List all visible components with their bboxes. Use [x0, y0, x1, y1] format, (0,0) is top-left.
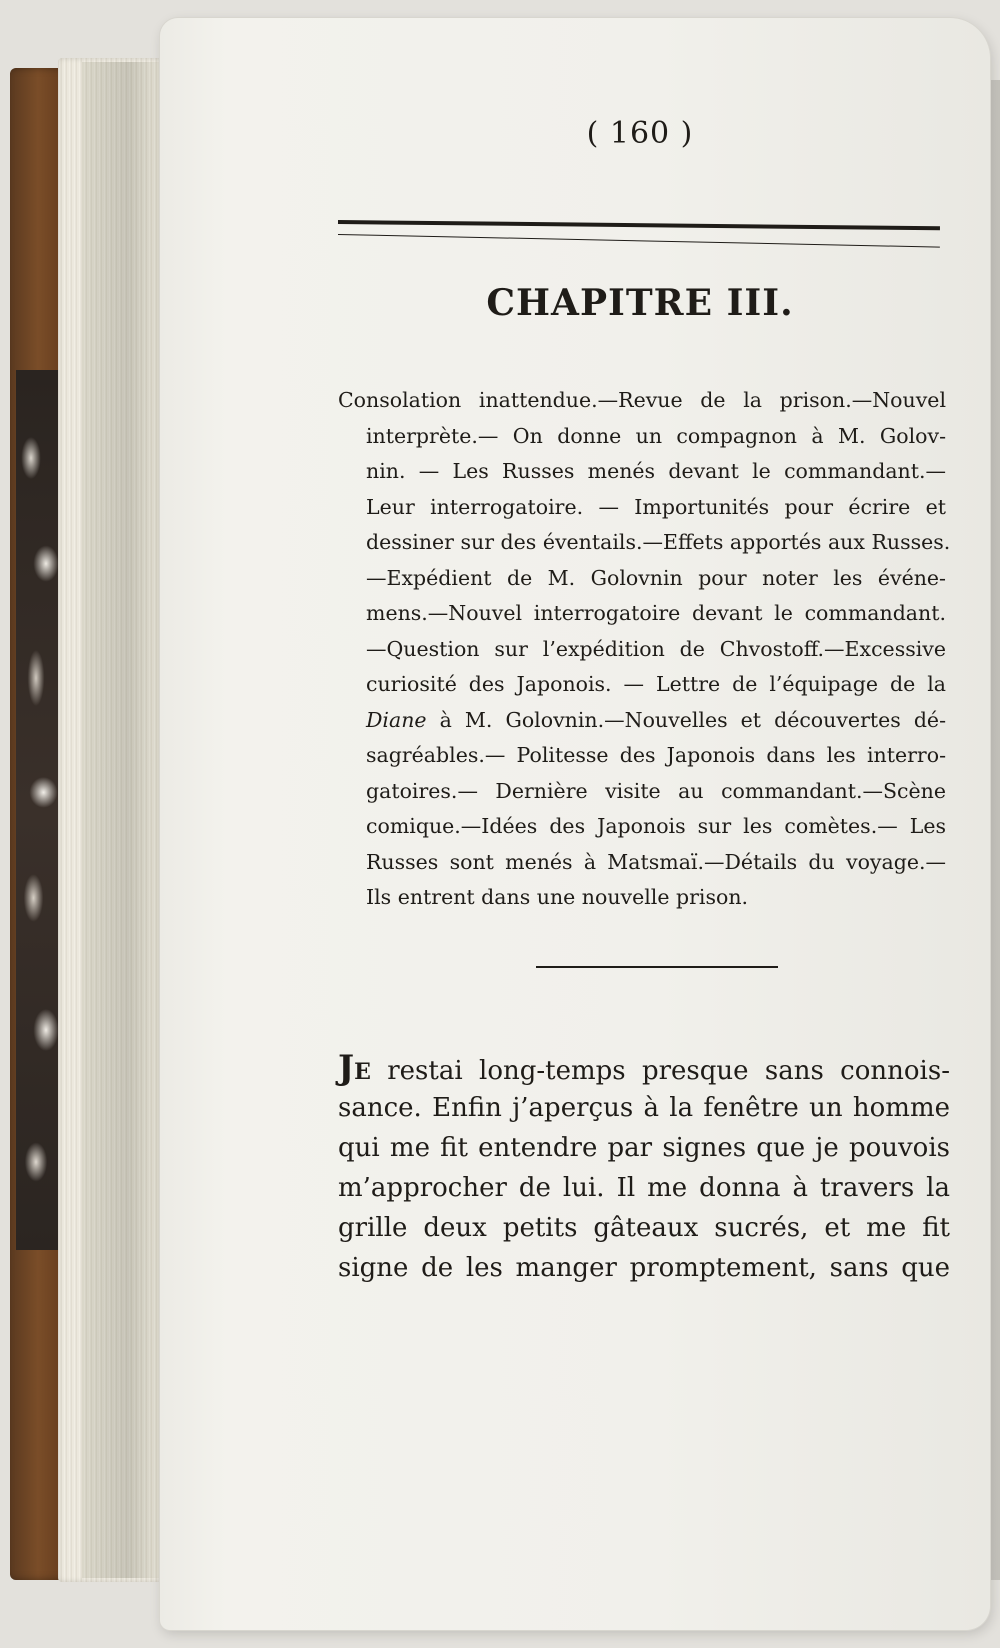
header-rule-thick: [338, 220, 940, 230]
chapter-title: CHAPITRE III.: [486, 282, 794, 324]
summary-line: sagréables.— Politesse des Japonois dans les interro-: [366, 743, 946, 767]
body-line: sance. Enfin j’aperçus à la fenêtre un homme: [338, 1093, 950, 1123]
small-cap: E: [354, 1059, 371, 1085]
summary-line: Ils entrent dans une nouvelle prison.: [366, 885, 749, 909]
body-line: qui me fit entendre par signes que je pouvois: [338, 1133, 950, 1163]
drop-cap: J: [338, 1048, 355, 1088]
body-line: [338, 1048, 950, 1088]
body-line: signe de les manger promptement, sans que: [338, 1253, 950, 1283]
summary-line: —Question sur l’expédition de Chvostoff.—Excessive: [366, 636, 946, 661]
summary-line: Consolation inattendue.—Revue de la prison.—Nouvel: [338, 388, 946, 412]
summary-line: curiosité des Japonois. — Lettre de l’équipage de la: [366, 672, 946, 696]
chapter-summary: [338, 383, 951, 916]
ship-name: Diane: [366, 707, 427, 732]
summary-line: Leur interrogatoire. — Importunités pour écrire et: [366, 494, 946, 519]
body-line-text: restai long-temps presque sans connois-: [370, 1056, 950, 1086]
summary-line: Diane à M. Golovnin.—Nouvelles et découvertes dé-: [366, 707, 946, 732]
page-number: ( 160 ): [586, 116, 694, 151]
summary-line: Russes sont menés à Matsmaï.—Détails du voyage.—: [366, 849, 946, 874]
section-divider: [536, 966, 778, 968]
summary-line: mens.—Nouvel interrogatoire devant le commandant.: [366, 601, 946, 625]
summary-line: gatoires.— Dernière visite au commandant.—Scène: [366, 778, 946, 803]
body-line: m’approcher de lui. Il me donna à travers la: [338, 1173, 950, 1203]
summary-line: —Expédient de M. Golovnin pour noter les événe-: [366, 565, 946, 590]
summary-line: interprète.— On donne un compagnon à M. Golov-: [366, 423, 946, 448]
body-paragraph: [338, 1048, 950, 1288]
summary-line: dessiner sur des éventails.—Effets apportés aux Russes.: [366, 530, 951, 554]
header-rule-thin: [338, 234, 940, 248]
summary-line: comique.—Idées des Japonois sur les comètes.— Les: [366, 814, 946, 838]
body-line: grille deux petits gâteaux sucrés, et me fit: [338, 1213, 950, 1243]
summary-line: nin. — Les Russes menés devant le commandant.—: [366, 459, 946, 483]
